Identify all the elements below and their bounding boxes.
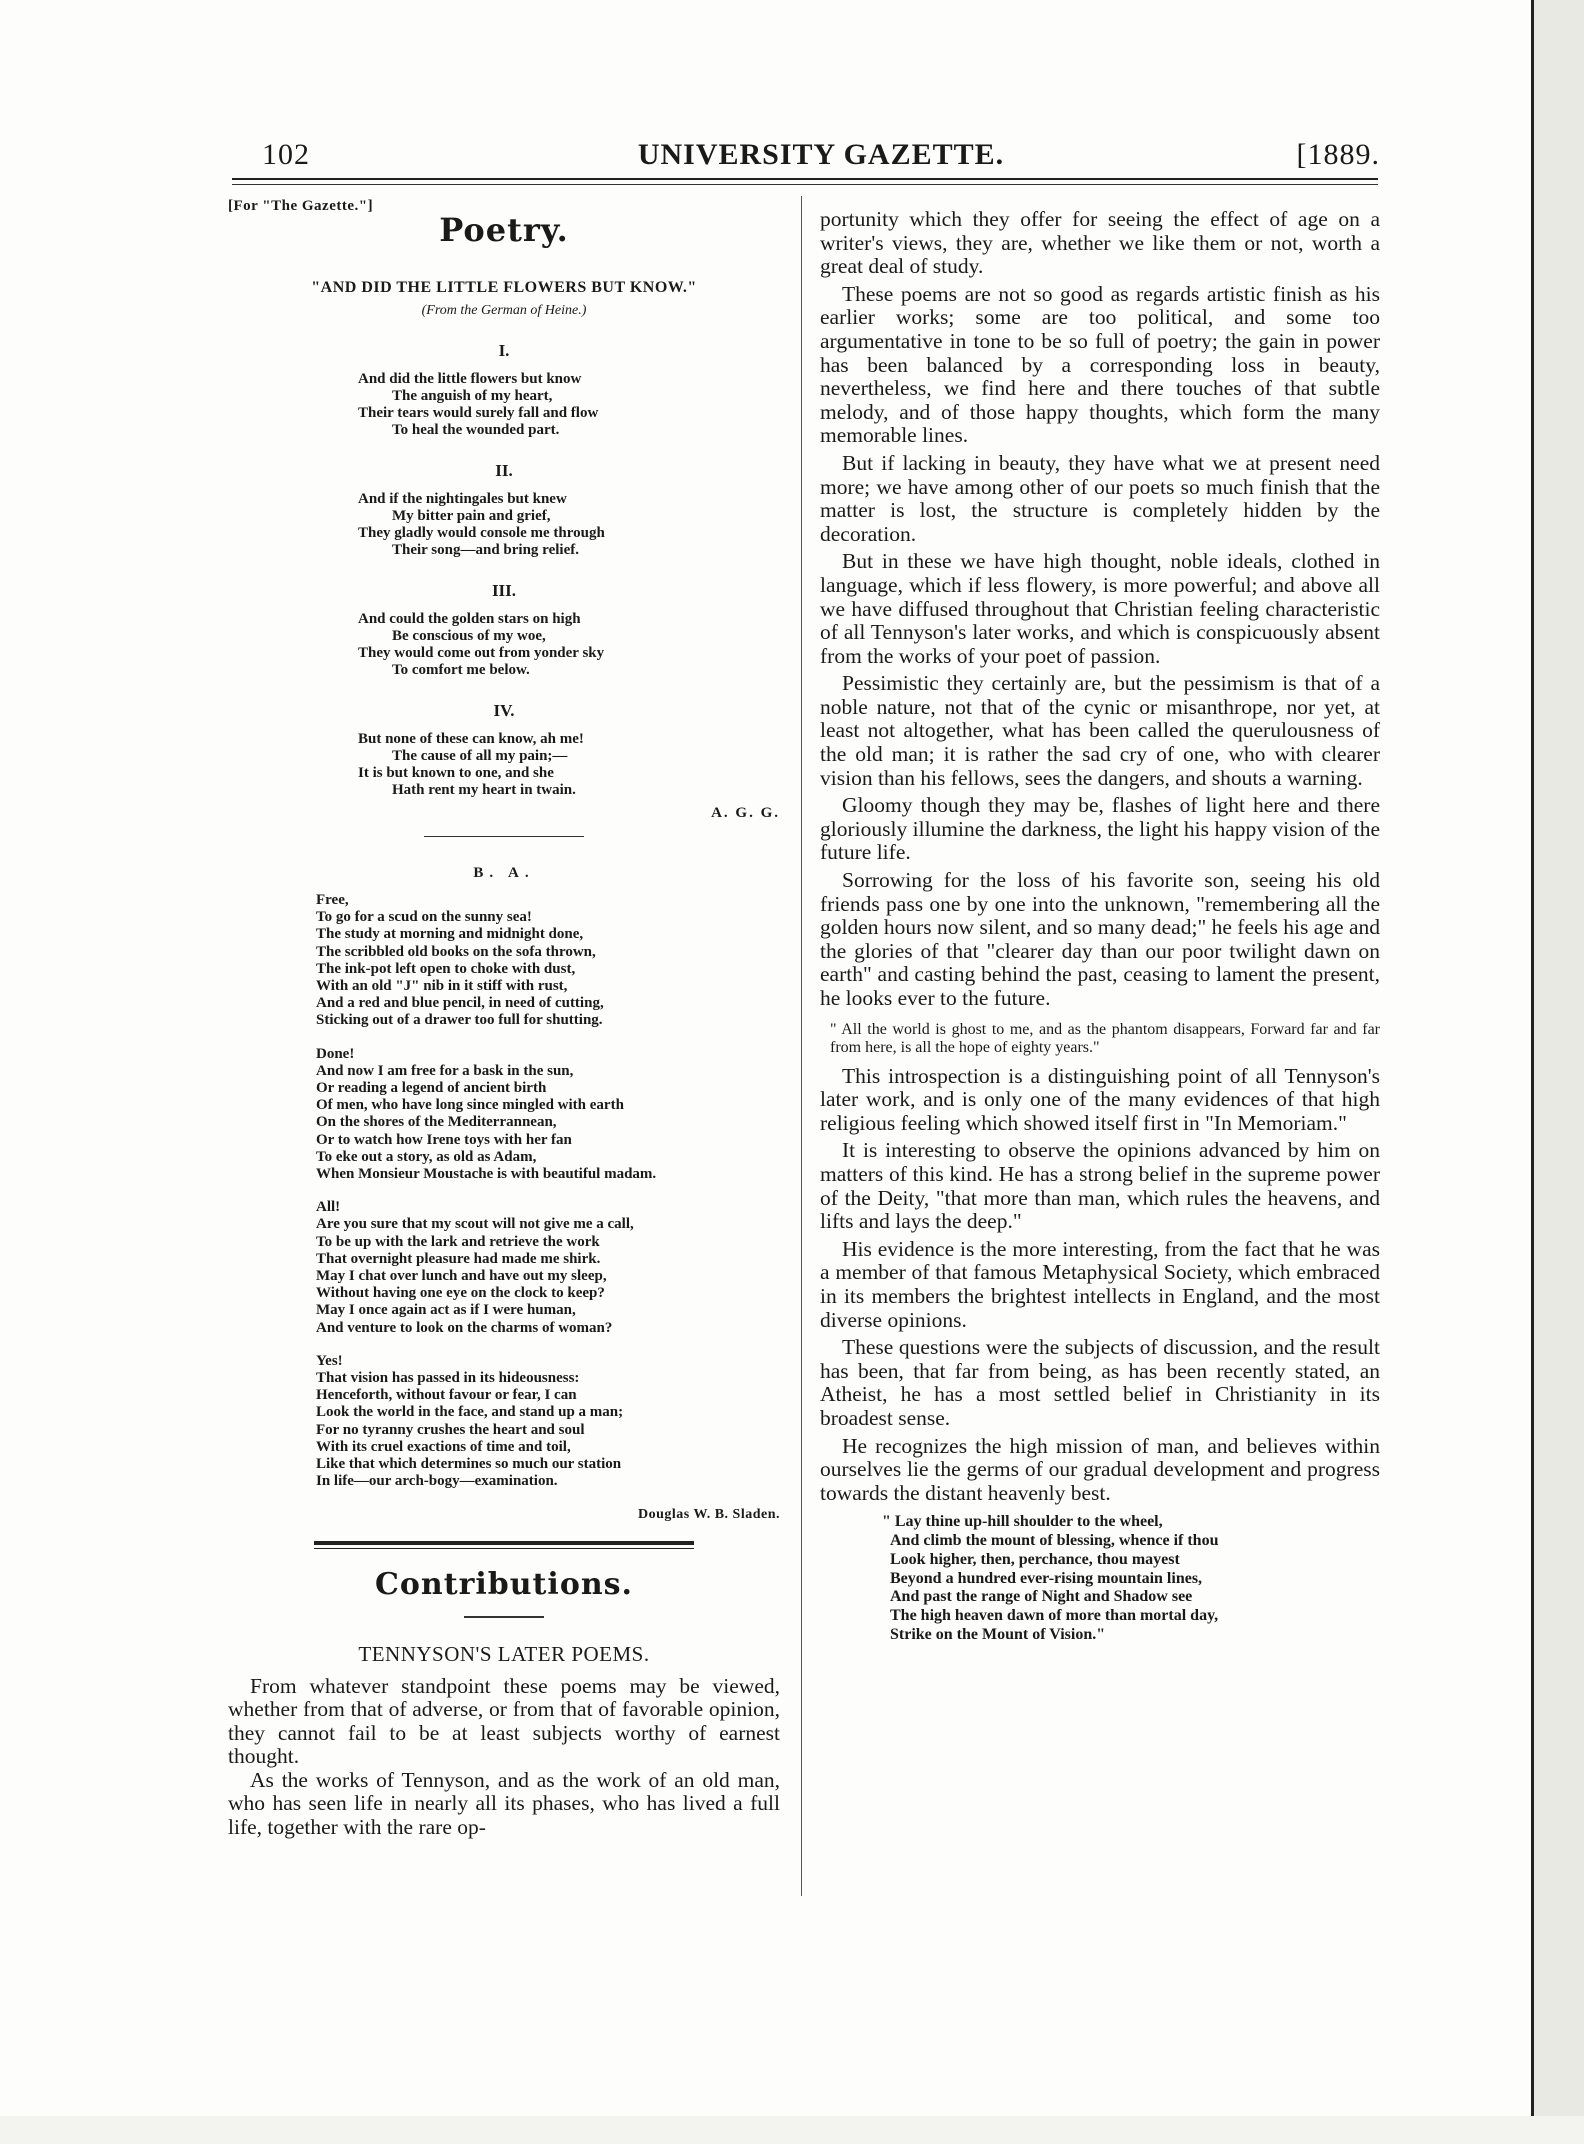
- verse-line: It is but known to one, and she: [358, 765, 554, 781]
- paragraph: These questions were the subjects of discussion, and the result has been, that far from being, as has been recently stated, an Atheist, he has a most settled belief in Christianity in its broadest sense.: [820, 1335, 1380, 1430]
- stanza: [358, 611, 780, 679]
- verse-line: Sticking out of a drawer too full for shutting.: [316, 1012, 603, 1029]
- verse-line: The ink-pot left open to choke with dust,: [316, 960, 576, 977]
- verse: [316, 1199, 780, 1337]
- paragraph: Gloomy though they may be, flashes of light here and there gloriously illumine the darkness, the light his happy vision of the future life.: [820, 793, 1380, 865]
- stanza: [358, 731, 780, 799]
- page-edge: [1531, 0, 1584, 2144]
- verse-line: And did the little flowers but know: [358, 371, 582, 387]
- section-divider-thin: [314, 1548, 694, 1549]
- verse-line: Or reading a legend of ancient birth: [316, 1080, 547, 1097]
- verse-line: On the shores of the Mediterrannean,: [316, 1114, 557, 1131]
- verse-line: With its cruel exactions of time and toil,: [316, 1438, 571, 1455]
- publication-title: UNIVERSITY GAZETTE.: [637, 138, 1005, 171]
- paragraph: Sorrowing for the loss of his favorite son, seeing his old friends pass one by one into the unknown, "remembering all the golden hours now silent, and so many dead;" he feels his age and the glories of that "clearer day than our poor twilight dawn on earth" and casting behind the past, ceasing to lament the present, he looks ever to the future.: [820, 868, 1380, 1010]
- article-body: [820, 208, 1380, 1011]
- publication-year: [1889.: [1296, 138, 1380, 171]
- section-divider: [314, 1541, 694, 1545]
- verse-line: For no tyranny crushes the heart and soul: [316, 1421, 585, 1438]
- contributions-heading: Contributions.: [375, 1566, 633, 1602]
- right-column: [820, 208, 1380, 1645]
- verse-line: But none of these can know, ah me!: [358, 731, 584, 747]
- paragraph: These poems are not so good as regards artistic finish as his earlier works; some are too political, and some too argumentative in tone to be so full of poetry; the gain in power has been balanced by a corresponding loss in beauty, nevertheless, we find here and there touches of that subtle melody, and of those happy thoughts, which form the many memorable lines.: [820, 281, 1380, 448]
- stanza: [358, 491, 780, 559]
- verse-line: To be up with the lark and retrieve the work: [316, 1233, 600, 1250]
- verse-line: The high heaven dawn of more than mortal day,: [890, 1607, 1219, 1625]
- verse: [316, 1046, 780, 1184]
- header-rule-thin: [232, 184, 1378, 185]
- left-column: [228, 198, 780, 1840]
- poem-subtitle: (From the German of Heine.): [421, 303, 587, 318]
- verse-line: The scribbled old books on the sofa thrown,: [316, 943, 596, 960]
- verse-line: Free,: [316, 892, 349, 908]
- stanza: [358, 371, 780, 439]
- page-number: 102: [262, 138, 310, 171]
- paragraph: His evidence is the more interesting, from the fact that he was a member of that famous Metaphysical Society, which embraced in its members the brightest intellects in England, and the most diverse opinions.: [820, 1236, 1380, 1332]
- verse-line: Henceforth, without favour or fear, I can: [316, 1387, 577, 1404]
- verse-line: Or to watch how Irene toys with her fan: [316, 1131, 572, 1148]
- verse-line: Their tears would surely fall and flow: [358, 405, 599, 421]
- paragraph: But in these we have high thought, noble ideals, clothed in language, which if less flowery, is more powerful; and above all we have diffused throughout that Christian feeling characteristic of all Tennyson's later works, and which is conspicuously absent from the works of your poet of passion.: [820, 549, 1380, 668]
- paragraph: As the works of Tennyson, and as the work of an old man, who has seen life in nearly all its phases, who has lived a full life, together with the rare op-: [228, 1767, 780, 1840]
- paragraph: It is interesting to observe the opinions advanced by him on matters of this kind. He has a strong belief in the supreme power of the Deity, "that more than man, which rules the heavens, and lifts and lays the deep.": [820, 1138, 1380, 1234]
- stanza-number: III.: [491, 581, 517, 600]
- verse: [316, 1353, 780, 1491]
- verse-line: To go for a scud on the sunny sea!: [316, 909, 532, 926]
- quoted-verse: [882, 1513, 1380, 1645]
- poem-title: B. A.: [473, 865, 535, 881]
- article-title: TENNYSON'S LATER POEMS.: [358, 1641, 650, 1666]
- paragraph: Pessimistic they certainly are, but the pessimism is that of a noble nature, not that of the cynic or misanthrope, nor yet, at least not altogether, what has been called the querulousness of the old man; it is rather the sad cry of one, who with clearer vision than his fellows, sees the dangers, and shouts a warning.: [820, 671, 1380, 790]
- verse-line: Yes!: [316, 1352, 343, 1369]
- stanza-number: II.: [495, 461, 513, 480]
- verse-line: The anguish of my heart,: [392, 388, 553, 404]
- paragraph: This introspection is a distinguishing point of all Tennyson's later work, and is only one of the many evidences of that high religious feeling which showed itself first in "In Memoriam.": [820, 1063, 1380, 1135]
- verse-line: And climb the mount of blessing, whence if thou: [890, 1532, 1219, 1550]
- column-divider: [801, 196, 802, 1896]
- verse-line: That overnight pleasure had made me shirk.: [316, 1250, 601, 1267]
- verse-line: Look the world in the face, and stand up a man;: [316, 1404, 624, 1421]
- verse-line: To eke out a story, as old as Adam,: [316, 1148, 537, 1165]
- verse-line: And past the range of Night and Shadow see: [890, 1588, 1193, 1606]
- verse-line: Look higher, then, perchance, thou mayest: [890, 1550, 1180, 1568]
- poem-title: "AND DID THE LITTLE FLOWERS BUT KNOW.": [311, 279, 697, 296]
- stanza-number: I.: [498, 341, 510, 360]
- verse-line: The study at morning and midnight done,: [316, 926, 584, 943]
- bottom-edge: [0, 2116, 1584, 2144]
- verse-line: And venture to look on the charms of woman?: [316, 1319, 613, 1336]
- verse-line: Without having one eye on the clock to keep?: [316, 1285, 605, 1302]
- verse-line: And a red and blue pencil, in need of cutting,: [316, 995, 604, 1012]
- article-body: [820, 1065, 1380, 1506]
- verse-line: May I chat over lunch and have out my sleep,: [316, 1268, 607, 1285]
- verse-line: Strike on the Mount of Vision.": [890, 1626, 1106, 1644]
- poem-signature: A. G. G.: [711, 805, 780, 821]
- verse-line: Be conscious of my woe,: [392, 628, 546, 644]
- verse-line: They gladly would console me through: [358, 525, 605, 541]
- verse-line: Hath rent my heart in twain.: [392, 782, 576, 798]
- header-rule: [232, 178, 1378, 180]
- verse-line: Like that which determines so much our station: [316, 1456, 622, 1473]
- verse-line: Done!: [316, 1045, 355, 1062]
- verse-line: To comfort me below.: [392, 662, 530, 678]
- verse-line: Of men, who have long since mingled with earth: [316, 1097, 624, 1114]
- verse-line: Their song—and bring relief.: [392, 542, 579, 558]
- page-header: [262, 128, 1380, 178]
- stanza-number: IV.: [493, 701, 515, 720]
- poem-divider: [424, 836, 584, 837]
- verse-line: My bitter pain and grief,: [392, 508, 551, 524]
- article-body: [228, 1675, 780, 1840]
- verse-line: All!: [316, 1199, 341, 1216]
- verse-line: The cause of all my pain;—: [392, 748, 568, 764]
- poetry-heading: Poetry.: [439, 211, 569, 249]
- verse-line: They would come out from yonder sky: [358, 645, 605, 661]
- verse-line: And if the nightingales but knew: [358, 491, 567, 507]
- verse-line: " Lay thine up-hill shoulder to the wheel,: [882, 1513, 1163, 1531]
- verse-line: And could the golden stars on high: [358, 611, 581, 627]
- paragraph: He recognizes the high mission of man, and believes within ourselves lie the germs of our gradual development and progress towards the distant heavenly best.: [820, 1433, 1380, 1505]
- verse-line: In life—our arch-bogy—examination.: [316, 1473, 558, 1490]
- verse-line: May I once again act as if I were human,: [316, 1302, 576, 1319]
- verse-line: And now I am free for a bask in the sun,: [316, 1062, 574, 1079]
- source-tag: [For "The Gazette."]: [228, 198, 374, 214]
- verse-line: When Monsieur Moustache is with beautiful madam.: [316, 1166, 657, 1183]
- poem-signature: Douglas W. B. Sladen.: [638, 1506, 780, 1522]
- verse: [316, 892, 780, 1030]
- paragraph: But if lacking in beauty, they have what we at present need more; we have among other of our poets so much finish that the matter is lost, the structure is completely hidden by the decoration.: [820, 450, 1380, 546]
- verse-line: Are you sure that my scout will not give me a call,: [316, 1216, 634, 1233]
- heading-divider: [464, 1616, 544, 1618]
- verse-line: Beyond a hundred ever-rising mountain lines,: [890, 1569, 1203, 1587]
- verse-line: That vision has passed in its hideousness:: [316, 1370, 580, 1387]
- block-quote: " All the world is ghost to me, and as the phantom disappears, Forward far and far from here, is all the hope of eighty years.": [830, 1020, 1380, 1056]
- paragraph: portunity which they offer for seeing the effect of age on a writer's views, they are, whether we like them or not, worth a great deal of study.: [820, 207, 1380, 279]
- verse-line: With an old "J" nib in it stiff with rust,: [316, 978, 568, 995]
- paragraph: From whatever standpoint these poems may be viewed, whether from that of adverse, or from that of favorable opinion, they cannot fail to be at least subjects worthy of earnest thought.: [228, 1673, 780, 1769]
- verse-line: To heal the wounded part.: [392, 422, 560, 438]
